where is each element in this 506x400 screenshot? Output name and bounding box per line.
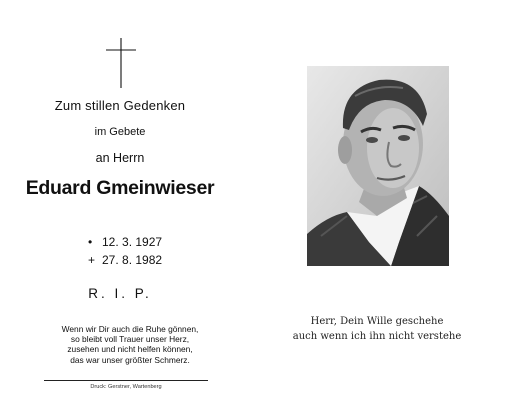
verse-line: auch wenn ich ihn nicht verstehe xyxy=(292,331,462,342)
death-date: 27. 8. 1982 xyxy=(102,253,163,267)
poem-line: zusehen und nicht helfen können, xyxy=(67,344,193,355)
birth-date: 12. 3. 1927 xyxy=(102,235,163,249)
life-dates xyxy=(88,233,162,269)
cross-icon xyxy=(106,38,136,88)
memorial-poem xyxy=(20,324,240,365)
memorial-heading: Zum stillen Gedenken xyxy=(54,98,186,113)
rip-text: R. I. P. xyxy=(88,286,152,301)
deceased-name: Eduard Gmeinwieser xyxy=(25,177,215,199)
death-row xyxy=(88,251,162,269)
bible-verse xyxy=(272,314,482,344)
poem-line: das war unser größter Schmerz. xyxy=(70,354,190,365)
salutation-line: an Herrn xyxy=(95,151,145,165)
divider xyxy=(44,380,208,381)
birth-symbol: • xyxy=(88,235,93,249)
poem-line: Wenn wir Dir auch die Ruhe gönnen, xyxy=(61,324,199,334)
poem-line: so bleibt voll Trauer unser Herz, xyxy=(70,334,190,345)
printer-credit: Druck: Gerstner, Wartenberg xyxy=(90,384,162,390)
prayer-line: im Gebete xyxy=(94,126,146,138)
birth-row xyxy=(88,233,162,251)
death-symbol: + xyxy=(88,253,96,267)
portrait-photo xyxy=(307,66,449,266)
verse-line: Herr, Dein Wille geschehe xyxy=(310,316,444,327)
